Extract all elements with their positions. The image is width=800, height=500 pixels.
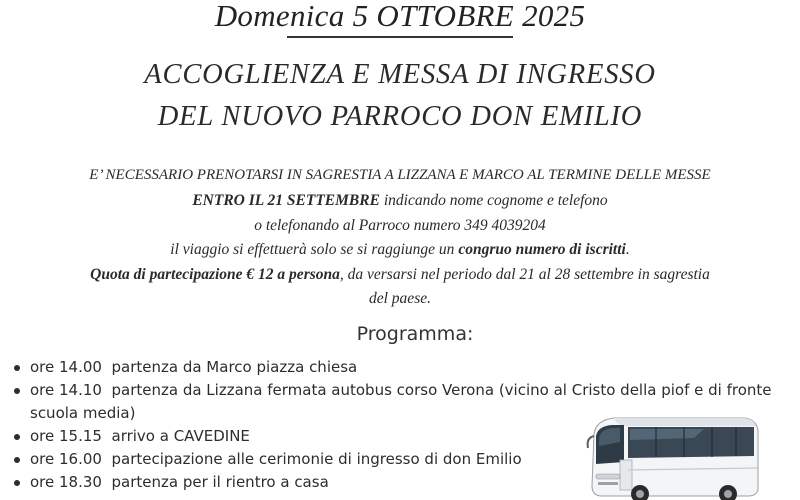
program-time: ore 16.00 [30,450,102,468]
program-time: ore 14.10 [30,381,102,399]
minimum-participants-line [0,241,800,259]
event-date-title: Domenica 5 OTTOBRE 2025 [214,0,586,33]
program-time: ore 15.15 [30,427,102,445]
headline-line-2: DEL NUOVO PARROCO DON EMILIO [157,101,643,132]
program-text: partenza da Lizzana fermata autobus corso Verona (vicino al Cristo della piof e di fronte scuola media) [30,381,777,422]
program-title: Programma: [356,323,474,345]
program-text: partecipazione alle cerimonie di ingresso di don Emilio [111,450,522,468]
program-time: ore 18.30 [30,473,102,491]
phone-line: o telefonando al Parroco numero 349 4039204 [254,217,546,234]
program-item [12,356,796,379]
booking-instructions: E’ NECESSARIO PRENOTARSI IN SAGRESTIA A LIZZANA E MARCO AL TERMINE DELLE MESSE [89,167,711,183]
title-underline [287,36,513,38]
program-text: arrivo a CAVEDINE [111,427,250,445]
fee-amount: Quota di partecipazione € 12 a persona [90,266,340,283]
deadline-detail: indicando nome cognome e telefono [379,192,608,209]
headline-line-1: ACCOGLIENZA E MESSA DI INGRESSO [144,59,656,90]
deadline-date: ENTRO IL 21 SETTEMBRE [192,192,380,209]
program-text: partenza per il rientro a casa [111,473,329,491]
minimum-participants-emphasis: congruo numero di iscritti [458,241,626,258]
fee-payment-period: , da versarsi nel periodo dal 21 al 28 settembre in sagrestia [339,266,710,283]
minimum-participants-text: il viaggio si effettuerà solo se si raggiunge un [170,241,459,258]
fee-line [0,266,800,284]
fee-line-continued: del paese. [369,290,431,307]
program-text: partenza da Marco piazza chiesa [111,358,358,376]
coach-bus-icon [584,412,760,500]
program-time: ore 14.00 [30,358,102,376]
deadline-line [0,192,800,210]
minimum-participants-period: . [625,241,630,258]
